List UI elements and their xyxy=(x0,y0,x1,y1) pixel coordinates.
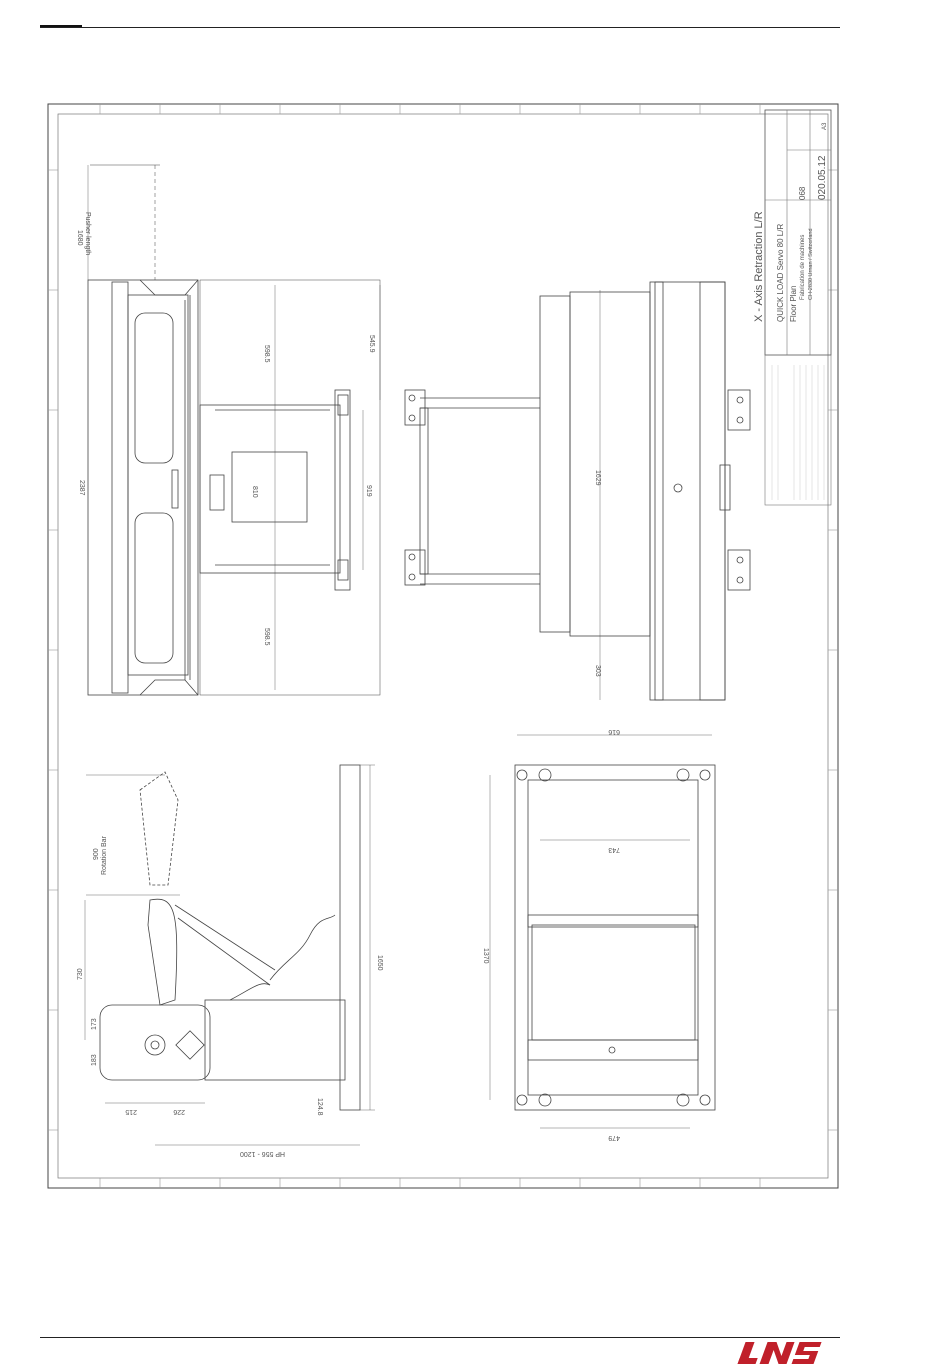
dim-plan-offset: 303 xyxy=(594,665,601,677)
sheet-outer-frame xyxy=(48,104,838,1188)
sheet-code: 068 xyxy=(798,186,807,200)
top-left-dims xyxy=(76,212,375,646)
bottom-left-dims xyxy=(77,835,383,1157)
bottom-right-dims xyxy=(482,728,620,1141)
dim-lower-span: 598.5 xyxy=(263,628,270,646)
dim-right-mid: 919 xyxy=(365,485,372,497)
dim-pusher-length: 1680 xyxy=(76,230,83,246)
footer-rule xyxy=(40,1337,840,1338)
dim-total-length: 2387 xyxy=(78,480,85,496)
dim-side-small-2: 183 xyxy=(91,1054,98,1066)
dim-rotation-label: Rotation Bar xyxy=(101,836,108,875)
dim-side-small-1: 173 xyxy=(91,1018,98,1030)
title-block xyxy=(753,110,831,505)
frame-ticks xyxy=(48,104,838,1188)
dim-front-bottom: 479 xyxy=(608,1134,620,1141)
bottom-right-view xyxy=(490,735,715,1128)
drawing-title: X - Axis Retraction L/R xyxy=(753,211,765,322)
dim-front-inner: 743 xyxy=(608,846,620,853)
drawing-product: QUICK LOAD Servo 80 L/R xyxy=(776,223,785,322)
dim-plan-length: 1629 xyxy=(594,470,601,486)
dim-hp-range: HP 556 - 1200 xyxy=(239,1150,285,1157)
sheet-format: A3 xyxy=(822,122,828,130)
top-right-view xyxy=(405,282,750,700)
dim-side-offset: 124.8 xyxy=(316,1098,323,1116)
company-name: Fabrication de machines xyxy=(800,234,806,300)
sheet-inner-frame xyxy=(58,114,828,1178)
dim-front-height: 1370 xyxy=(482,948,489,964)
dim-rotation-value: 900 xyxy=(93,848,100,860)
bottom-left-view xyxy=(85,765,375,1145)
dim-side-total-height: 1650 xyxy=(376,955,383,971)
dim-center-span: 810 xyxy=(251,486,258,498)
dim-upper-span: 598.5 xyxy=(263,345,270,363)
dim-front-width: 616 xyxy=(608,728,620,735)
lns-logo xyxy=(733,1338,833,1370)
dim-pusher-label: Pusher length xyxy=(84,212,91,256)
dim-base-b: 226 xyxy=(173,1108,185,1115)
top-left-view xyxy=(88,165,380,695)
drawing-number: 020.05.12 xyxy=(817,155,828,200)
company-address: CH-2830 Urnan / Switzerland xyxy=(808,228,814,300)
dim-base-a: 215 xyxy=(125,1108,137,1115)
drawing-view: Floor Plan xyxy=(789,285,798,322)
dim-right-span: 545.9 xyxy=(368,335,375,353)
dim-side-height: 730 xyxy=(77,968,84,980)
